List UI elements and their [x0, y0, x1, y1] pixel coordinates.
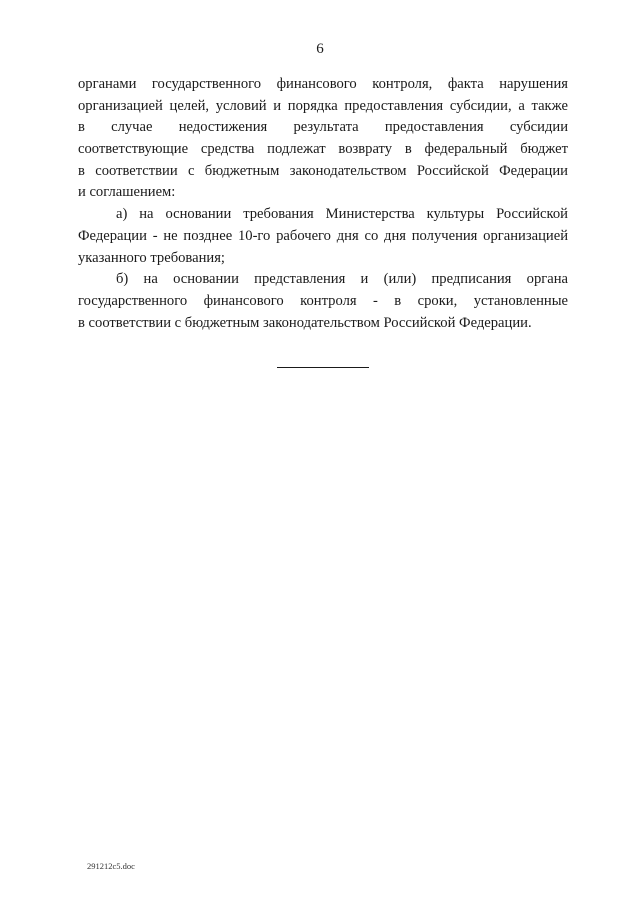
- item-a-line: Федерации - не позднее 10-го рабочего дня со дня получения организацией: [78, 227, 568, 244]
- text-line: в случае недостижения результата предоставления субсидии: [78, 119, 568, 136]
- text-line: соответствующие средства подлежат возврату в федеральный бюджет: [78, 141, 568, 158]
- document-text: [78, 74, 568, 334]
- item-b-line: государственного финансового контроля - в сроки, установленные: [78, 292, 568, 309]
- text-line: органами государственного финансового контроля, факта нарушения: [78, 76, 568, 92]
- text-line: в соответствии с бюджетным законодательством Российской Федерации: [78, 162, 568, 179]
- item-a-line: указанного требования;: [78, 249, 225, 266]
- item-a-line: а) на основании требования Министерства культуры Российской: [116, 206, 568, 223]
- page-number: 6: [316, 41, 324, 57]
- item-b-line: б) на основании представления и (или) предписания органа: [116, 271, 568, 288]
- end-separator-line: [277, 367, 369, 368]
- text-line: организацией целей, условий и порядка предоставления субсидии, а также: [78, 97, 568, 114]
- footer-file-code: 291212c5.doc: [87, 861, 135, 871]
- item-b-line: в соответствии с бюджетным законодательством Российской Федерации.: [78, 314, 532, 331]
- text-line: и соглашением:: [78, 184, 176, 201]
